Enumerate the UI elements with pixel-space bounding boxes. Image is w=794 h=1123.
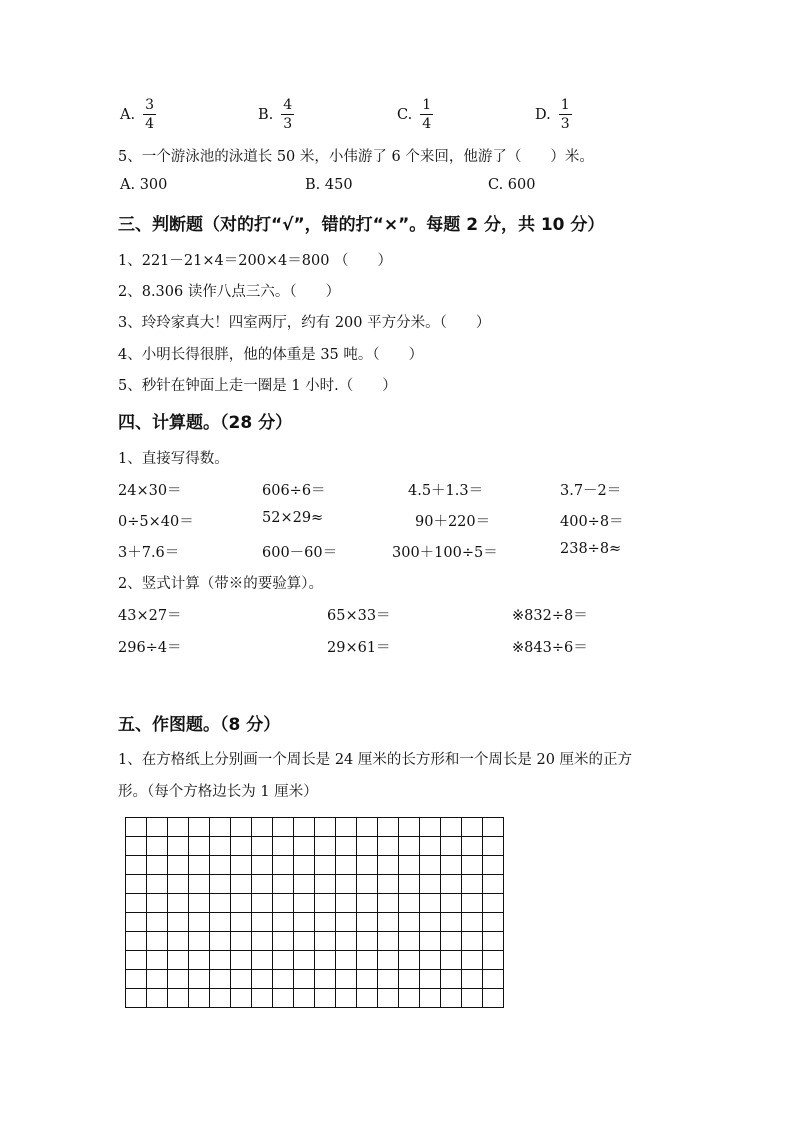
grid-cell[interactable]	[231, 970, 252, 989]
section-5-heading: 五、作图题。（8 分）	[118, 715, 281, 735]
grid-cell[interactable]	[168, 951, 189, 970]
grid-cell[interactable]	[357, 932, 378, 951]
grid-cell[interactable]	[231, 856, 252, 875]
grid-cell[interactable]	[399, 913, 420, 932]
grid-cell[interactable]	[357, 989, 378, 1008]
mc-option-c	[397, 98, 433, 131]
direct-calc-item: 0÷5×40＝	[118, 514, 194, 530]
grid-cell[interactable]	[168, 913, 189, 932]
grid-cell[interactable]	[357, 837, 378, 856]
drawing-question-line-2: 形。（每个方格边长为 1 厘米）	[118, 784, 318, 800]
judge-item-1: 1、221－21×4＝200×4＝800 （ ）	[118, 253, 393, 269]
grid-cell[interactable]	[399, 837, 420, 856]
grid-cell[interactable]	[378, 837, 399, 856]
grid-cell[interactable]	[483, 989, 504, 1008]
direct-calc-item: 3.7－2＝	[560, 483, 622, 499]
grid-cell[interactable]	[210, 951, 231, 970]
grid-cell[interactable]	[420, 970, 441, 989]
grid-row	[126, 932, 504, 951]
direct-calc-item: 3＋7.6＝	[118, 545, 180, 561]
grid-cell[interactable]	[210, 989, 231, 1008]
mc-option-d	[535, 98, 572, 131]
grid-cell[interactable]	[378, 894, 399, 913]
grid-cell[interactable]	[126, 818, 147, 837]
fraction: $\frac{3}{4}$	[145, 97, 155, 132]
grid-cell[interactable]	[189, 970, 210, 989]
grid-cell[interactable]	[252, 875, 273, 894]
grid-cell[interactable]	[126, 932, 147, 951]
grid-cell[interactable]	[336, 875, 357, 894]
grid-cell[interactable]	[483, 913, 504, 932]
fraction: $\frac{1}{4}$	[422, 97, 432, 132]
grid-cell[interactable]	[147, 951, 168, 970]
grid-cell[interactable]	[357, 875, 378, 894]
grid-cell[interactable]	[126, 856, 147, 875]
option-label: A.	[120, 106, 136, 123]
grid-cell[interactable]	[168, 932, 189, 951]
grid-row	[126, 837, 504, 856]
grid-cell[interactable]	[483, 894, 504, 913]
q5-option-b: B. 450	[305, 177, 353, 193]
grid-cell[interactable]	[294, 837, 315, 856]
grid-row	[126, 913, 504, 932]
grid-cell[interactable]	[441, 951, 462, 970]
grid-cell[interactable]	[147, 875, 168, 894]
grid-cell[interactable]	[336, 970, 357, 989]
grid-cell[interactable]	[189, 856, 210, 875]
grid-cell[interactable]	[273, 913, 294, 932]
option-label: C.	[397, 106, 413, 123]
grid-cell[interactable]	[378, 951, 399, 970]
grid-row	[126, 951, 504, 970]
grid-cell[interactable]	[252, 913, 273, 932]
grid-cell[interactable]	[420, 913, 441, 932]
grid-cell[interactable]	[126, 837, 147, 856]
grid-cell[interactable]	[399, 970, 420, 989]
q5-option-c: C. 600	[488, 177, 536, 193]
grid-cell[interactable]	[420, 932, 441, 951]
grid-cell[interactable]	[315, 932, 336, 951]
grid-cell[interactable]	[483, 932, 504, 951]
grid-cell[interactable]	[315, 989, 336, 1008]
vertical-calc-item: ※832÷8＝	[512, 608, 588, 624]
direct-calc-item: 4.5＋1.3＝	[408, 483, 484, 499]
drawing-question-line-1: 1、在方格纸上分别画一个周长是 24 厘米的长方形和一个周长是 20 厘米的正方	[118, 752, 633, 768]
grid-cell[interactable]	[231, 932, 252, 951]
grid-row	[126, 970, 504, 989]
grid-cell[interactable]	[378, 856, 399, 875]
grid-cell[interactable]	[168, 970, 189, 989]
grid-cell[interactable]	[441, 856, 462, 875]
mc-option-a	[120, 98, 156, 131]
grid-cell[interactable]	[231, 913, 252, 932]
grid-cell[interactable]	[273, 989, 294, 1008]
grid-cell[interactable]	[315, 818, 336, 837]
grid-cell[interactable]	[210, 837, 231, 856]
grid-cell[interactable]	[357, 951, 378, 970]
direct-calc-item: 300＋100÷5＝	[392, 545, 498, 561]
option-label: B.	[258, 106, 274, 123]
grid-cell[interactable]	[315, 875, 336, 894]
grid-cell[interactable]	[252, 989, 273, 1008]
grid-cell[interactable]	[336, 951, 357, 970]
direct-calc-item: 24×30＝	[118, 483, 182, 499]
section-3-heading: 三、判断题（对的打“√”，错的打“×”。每题 2 分，共 10 分）	[118, 215, 605, 235]
grid-cell[interactable]	[483, 875, 504, 894]
grid-cell[interactable]	[126, 951, 147, 970]
grid-cell[interactable]	[294, 913, 315, 932]
grid-cell[interactable]	[252, 837, 273, 856]
grid-cell[interactable]	[399, 875, 420, 894]
grid-cell[interactable]	[273, 837, 294, 856]
grid-cell[interactable]	[315, 856, 336, 875]
grid-cell[interactable]	[315, 970, 336, 989]
grid-cell[interactable]	[357, 970, 378, 989]
grid-cell[interactable]	[147, 913, 168, 932]
grid-cell[interactable]	[399, 818, 420, 837]
grid-cell[interactable]	[231, 894, 252, 913]
grid-cell[interactable]	[441, 837, 462, 856]
grid-cell[interactable]	[294, 875, 315, 894]
judge-item-2: 2、8.306 读作八点三六。（ ）	[118, 284, 341, 300]
grid-cell[interactable]	[210, 875, 231, 894]
grid-row	[126, 989, 504, 1008]
grid-cell[interactable]	[231, 989, 252, 1008]
grid-cell[interactable]	[336, 913, 357, 932]
grid-cell[interactable]	[294, 989, 315, 1008]
grid-cell[interactable]	[483, 818, 504, 837]
grid-cell[interactable]	[483, 856, 504, 875]
grid-cell[interactable]	[315, 894, 336, 913]
grid-cell[interactable]	[231, 818, 252, 837]
grid-cell[interactable]	[147, 932, 168, 951]
grid-cell[interactable]	[273, 875, 294, 894]
grid-cell[interactable]	[126, 970, 147, 989]
grid-cell[interactable]	[357, 818, 378, 837]
direct-calc-item: 600－60＝	[262, 545, 338, 561]
grid-cell[interactable]	[399, 989, 420, 1008]
grid-cell[interactable]	[147, 837, 168, 856]
grid-cell[interactable]	[483, 837, 504, 856]
grid-cell[interactable]	[378, 932, 399, 951]
direct-calc-item: 400÷8＝	[560, 514, 624, 530]
grid-cell[interactable]	[399, 932, 420, 951]
grid-cell[interactable]	[252, 951, 273, 970]
grid-cell[interactable]	[315, 837, 336, 856]
grid-cell[interactable]	[189, 875, 210, 894]
vertical-calc-label: 2、竖式计算（带※的要验算）。	[118, 576, 323, 592]
grid-cell[interactable]	[147, 989, 168, 1008]
grid-cell[interactable]	[420, 837, 441, 856]
grid-cell[interactable]	[315, 913, 336, 932]
grid-cell[interactable]	[357, 856, 378, 875]
grid-cell[interactable]	[420, 951, 441, 970]
direct-calc-item: 238÷8≈	[560, 541, 622, 557]
grid-cell[interactable]	[252, 932, 273, 951]
grid-cell[interactable]	[294, 970, 315, 989]
square-grid-paper[interactable]	[125, 817, 504, 1008]
fraction: $\frac{1}{3}$	[560, 97, 570, 132]
grid-cell[interactable]	[147, 856, 168, 875]
grid-cell[interactable]	[378, 875, 399, 894]
grid-cell[interactable]	[441, 818, 462, 837]
grid-cell[interactable]	[378, 818, 399, 837]
grid-cell[interactable]	[273, 932, 294, 951]
grid-cell[interactable]	[462, 856, 483, 875]
grid-cell[interactable]	[399, 856, 420, 875]
grid-cell[interactable]	[126, 913, 147, 932]
direct-calc-item: 90＋220＝	[415, 514, 491, 530]
grid-cell[interactable]	[483, 951, 504, 970]
grid-cell[interactable]	[336, 989, 357, 1008]
grid-cell[interactable]	[189, 894, 210, 913]
question-5: 5、一个游泳池的泳道长 50 米，小伟游了 6 个来回，他游了（ ）米。	[118, 149, 594, 165]
option-label: D.	[535, 106, 551, 123]
grid-cell[interactable]	[441, 970, 462, 989]
grid-cell[interactable]	[210, 856, 231, 875]
grid-cell[interactable]	[420, 875, 441, 894]
grid-cell[interactable]	[252, 818, 273, 837]
grid-cell[interactable]	[168, 989, 189, 1008]
grid-cell[interactable]	[336, 894, 357, 913]
grid-cell[interactable]	[210, 970, 231, 989]
grid-cell[interactable]	[294, 932, 315, 951]
judge-item-4: 4、小明长得很胖，他的体重是 35 吨。（ ）	[118, 347, 424, 363]
grid-cell[interactable]	[168, 856, 189, 875]
grid-cell[interactable]	[231, 837, 252, 856]
grid-cell[interactable]	[294, 818, 315, 837]
grid-row	[126, 894, 504, 913]
grid-cell[interactable]	[378, 913, 399, 932]
grid-cell[interactable]	[462, 970, 483, 989]
grid-cell[interactable]	[231, 875, 252, 894]
grid-cell[interactable]	[189, 951, 210, 970]
grid-cell[interactable]	[189, 989, 210, 1008]
grid-cell[interactable]	[441, 989, 462, 1008]
grid-cell[interactable]	[273, 951, 294, 970]
section-4-heading: 四、计算题。（28 分）	[118, 413, 293, 433]
direct-calc-label: 1、直接写得数。	[118, 451, 229, 467]
grid-row	[126, 818, 504, 837]
grid-cell[interactable]	[126, 894, 147, 913]
grid-cell[interactable]	[189, 818, 210, 837]
grid-cell[interactable]	[462, 989, 483, 1008]
grid-cell[interactable]	[147, 818, 168, 837]
grid-cell[interactable]	[210, 913, 231, 932]
grid-cell[interactable]	[210, 818, 231, 837]
grid-cell[interactable]	[210, 894, 231, 913]
grid-cell[interactable]	[336, 932, 357, 951]
grid-row	[126, 875, 504, 894]
grid-cell[interactable]	[378, 970, 399, 989]
grid-cell[interactable]	[252, 970, 273, 989]
q5-option-a: A. 300	[120, 177, 168, 193]
vertical-calc-item: ※843÷6＝	[512, 640, 588, 656]
grid-cell[interactable]	[336, 837, 357, 856]
grid-cell[interactable]	[462, 894, 483, 913]
grid-cell[interactable]	[441, 875, 462, 894]
grid-cell[interactable]	[420, 894, 441, 913]
grid-cell[interactable]	[462, 818, 483, 837]
grid-cell[interactable]	[126, 989, 147, 1008]
grid-cell[interactable]	[420, 818, 441, 837]
grid-cell[interactable]	[168, 894, 189, 913]
grid-cell[interactable]	[294, 894, 315, 913]
mc-option-b	[258, 98, 294, 131]
grid-cell[interactable]	[147, 970, 168, 989]
grid-cell[interactable]	[189, 913, 210, 932]
grid-cell[interactable]	[441, 932, 462, 951]
vertical-calc-item: 43×27＝	[118, 608, 182, 624]
grid-cell[interactable]	[168, 818, 189, 837]
vertical-calc-item: 296÷4＝	[118, 640, 182, 656]
grid-cell[interactable]	[126, 875, 147, 894]
grid-cell[interactable]	[231, 951, 252, 970]
grid-row	[126, 856, 504, 875]
grid-cell[interactable]	[315, 951, 336, 970]
grid-cell[interactable]	[441, 913, 462, 932]
grid-cell[interactable]	[462, 951, 483, 970]
grid-cell[interactable]	[462, 913, 483, 932]
grid-cell[interactable]	[336, 818, 357, 837]
judge-item-3: 3、玲玲家真大！四室两厅，约有 200 平方分米。（ ）	[118, 315, 491, 331]
fraction: $\frac{4}{3}$	[283, 97, 293, 132]
grid-cell[interactable]	[294, 856, 315, 875]
grid-cell[interactable]	[357, 913, 378, 932]
grid-cell[interactable]	[252, 894, 273, 913]
grid-cell[interactable]	[189, 932, 210, 951]
direct-calc-item: 606÷6＝	[262, 483, 326, 499]
grid-cell[interactable]	[378, 989, 399, 1008]
judge-item-5: 5、秒针在钟面上走一圈是 1 小时.（ ）	[118, 378, 397, 394]
grid-cell[interactable]	[399, 951, 420, 970]
grid-cell[interactable]	[168, 837, 189, 856]
grid-cell[interactable]	[168, 875, 189, 894]
grid-cell[interactable]	[336, 856, 357, 875]
grid-cell[interactable]	[273, 856, 294, 875]
grid-cell[interactable]	[399, 894, 420, 913]
grid-cell[interactable]	[420, 989, 441, 1008]
grid-cell[interactable]	[420, 856, 441, 875]
grid-cell[interactable]	[147, 894, 168, 913]
direct-calc-item: 52×29≈	[262, 510, 324, 526]
grid-cell[interactable]	[189, 837, 210, 856]
grid-cell[interactable]	[252, 856, 273, 875]
grid-cell[interactable]	[273, 818, 294, 837]
grid-cell[interactable]	[210, 932, 231, 951]
grid-cell[interactable]	[462, 932, 483, 951]
vertical-calc-item: 29×61＝	[327, 640, 391, 656]
grid-cell[interactable]	[462, 875, 483, 894]
grid-cell[interactable]	[273, 894, 294, 913]
grid-cell[interactable]	[441, 894, 462, 913]
grid-cell[interactable]	[462, 837, 483, 856]
grid-cell[interactable]	[273, 970, 294, 989]
grid-cell[interactable]	[294, 951, 315, 970]
grid-cell[interactable]	[483, 970, 504, 989]
grid-cell[interactable]	[357, 894, 378, 913]
vertical-calc-item: 65×33＝	[327, 608, 391, 624]
